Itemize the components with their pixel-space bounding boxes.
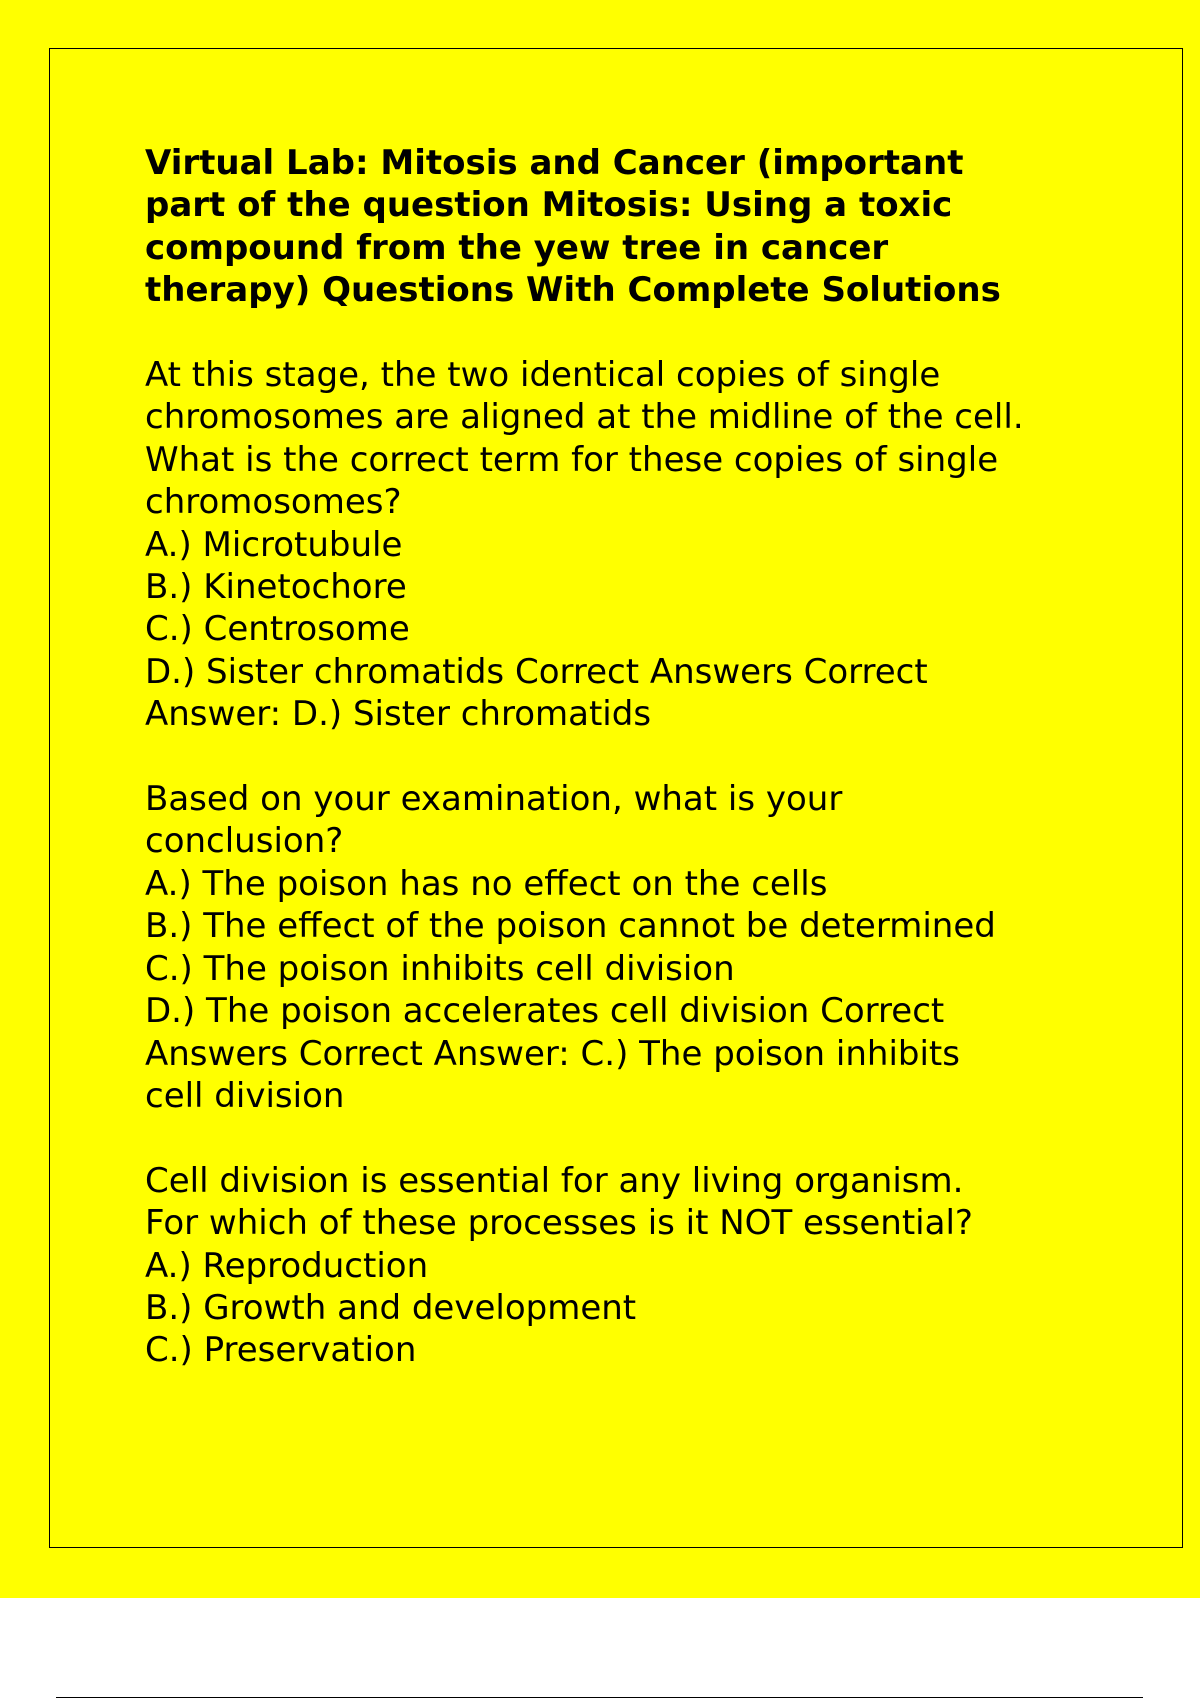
- title-line: compound from the yew tree in cancer: [145, 227, 889, 268]
- document-body: [145, 142, 1125, 1414]
- question-text: For which of these processes is it NOT essential?: [145, 1203, 973, 1244]
- question-block-3: [145, 1160, 1125, 1372]
- answer-option: A.) Microtubule: [145, 524, 403, 565]
- answer-option: C.) Preservation: [145, 1330, 417, 1371]
- question-block-2: [145, 778, 1125, 1117]
- correct-answer: Answers Correct Answer: C.) The poison inhibits: [145, 1033, 960, 1074]
- answer-option: A.) The poison has no effect on the cells: [145, 863, 828, 904]
- answer-option: D.) The poison accelerates cell division Correct: [145, 991, 945, 1032]
- title-line: Virtual Lab: Mitosis and Cancer (important: [145, 143, 964, 183]
- answer-option: B.) The effect of the poison cannot be determined: [145, 906, 996, 947]
- answer-option: D.) Sister chromatids Correct Answers Correct: [145, 651, 928, 692]
- answer-option: B.) Kinetochore: [145, 567, 407, 608]
- question-text: Cell division is essential for any living organism.: [145, 1160, 964, 1201]
- correct-answer: cell division: [145, 1075, 345, 1116]
- answer-option: B.) Growth and development: [145, 1287, 637, 1328]
- footer-rule: [56, 1697, 1143, 1698]
- answer-option: A.) Reproduction: [145, 1245, 429, 1286]
- question-text: Based on your examination, what is your: [145, 779, 843, 820]
- question-block-1: [145, 354, 1125, 736]
- document-title: [145, 142, 1125, 312]
- title-line: therapy) Questions With Complete Solutions: [145, 270, 1001, 311]
- correct-answer: Answer: D.) Sister chromatids: [145, 694, 652, 735]
- title-line: part of the question Mitosis: Using a toxic: [145, 185, 953, 226]
- answer-option: C.) The poison inhibits cell division: [145, 948, 735, 989]
- question-text: What is the correct term for these copies of single: [145, 439, 999, 480]
- question-text: chromosomes?: [145, 482, 402, 523]
- question-text: conclusion?: [145, 821, 344, 862]
- answer-option: C.) Centrosome: [145, 609, 410, 650]
- question-text: At this stage, the two identical copies of single: [145, 355, 941, 396]
- question-text: chromosomes are aligned at the midline of the cell.: [145, 397, 1024, 438]
